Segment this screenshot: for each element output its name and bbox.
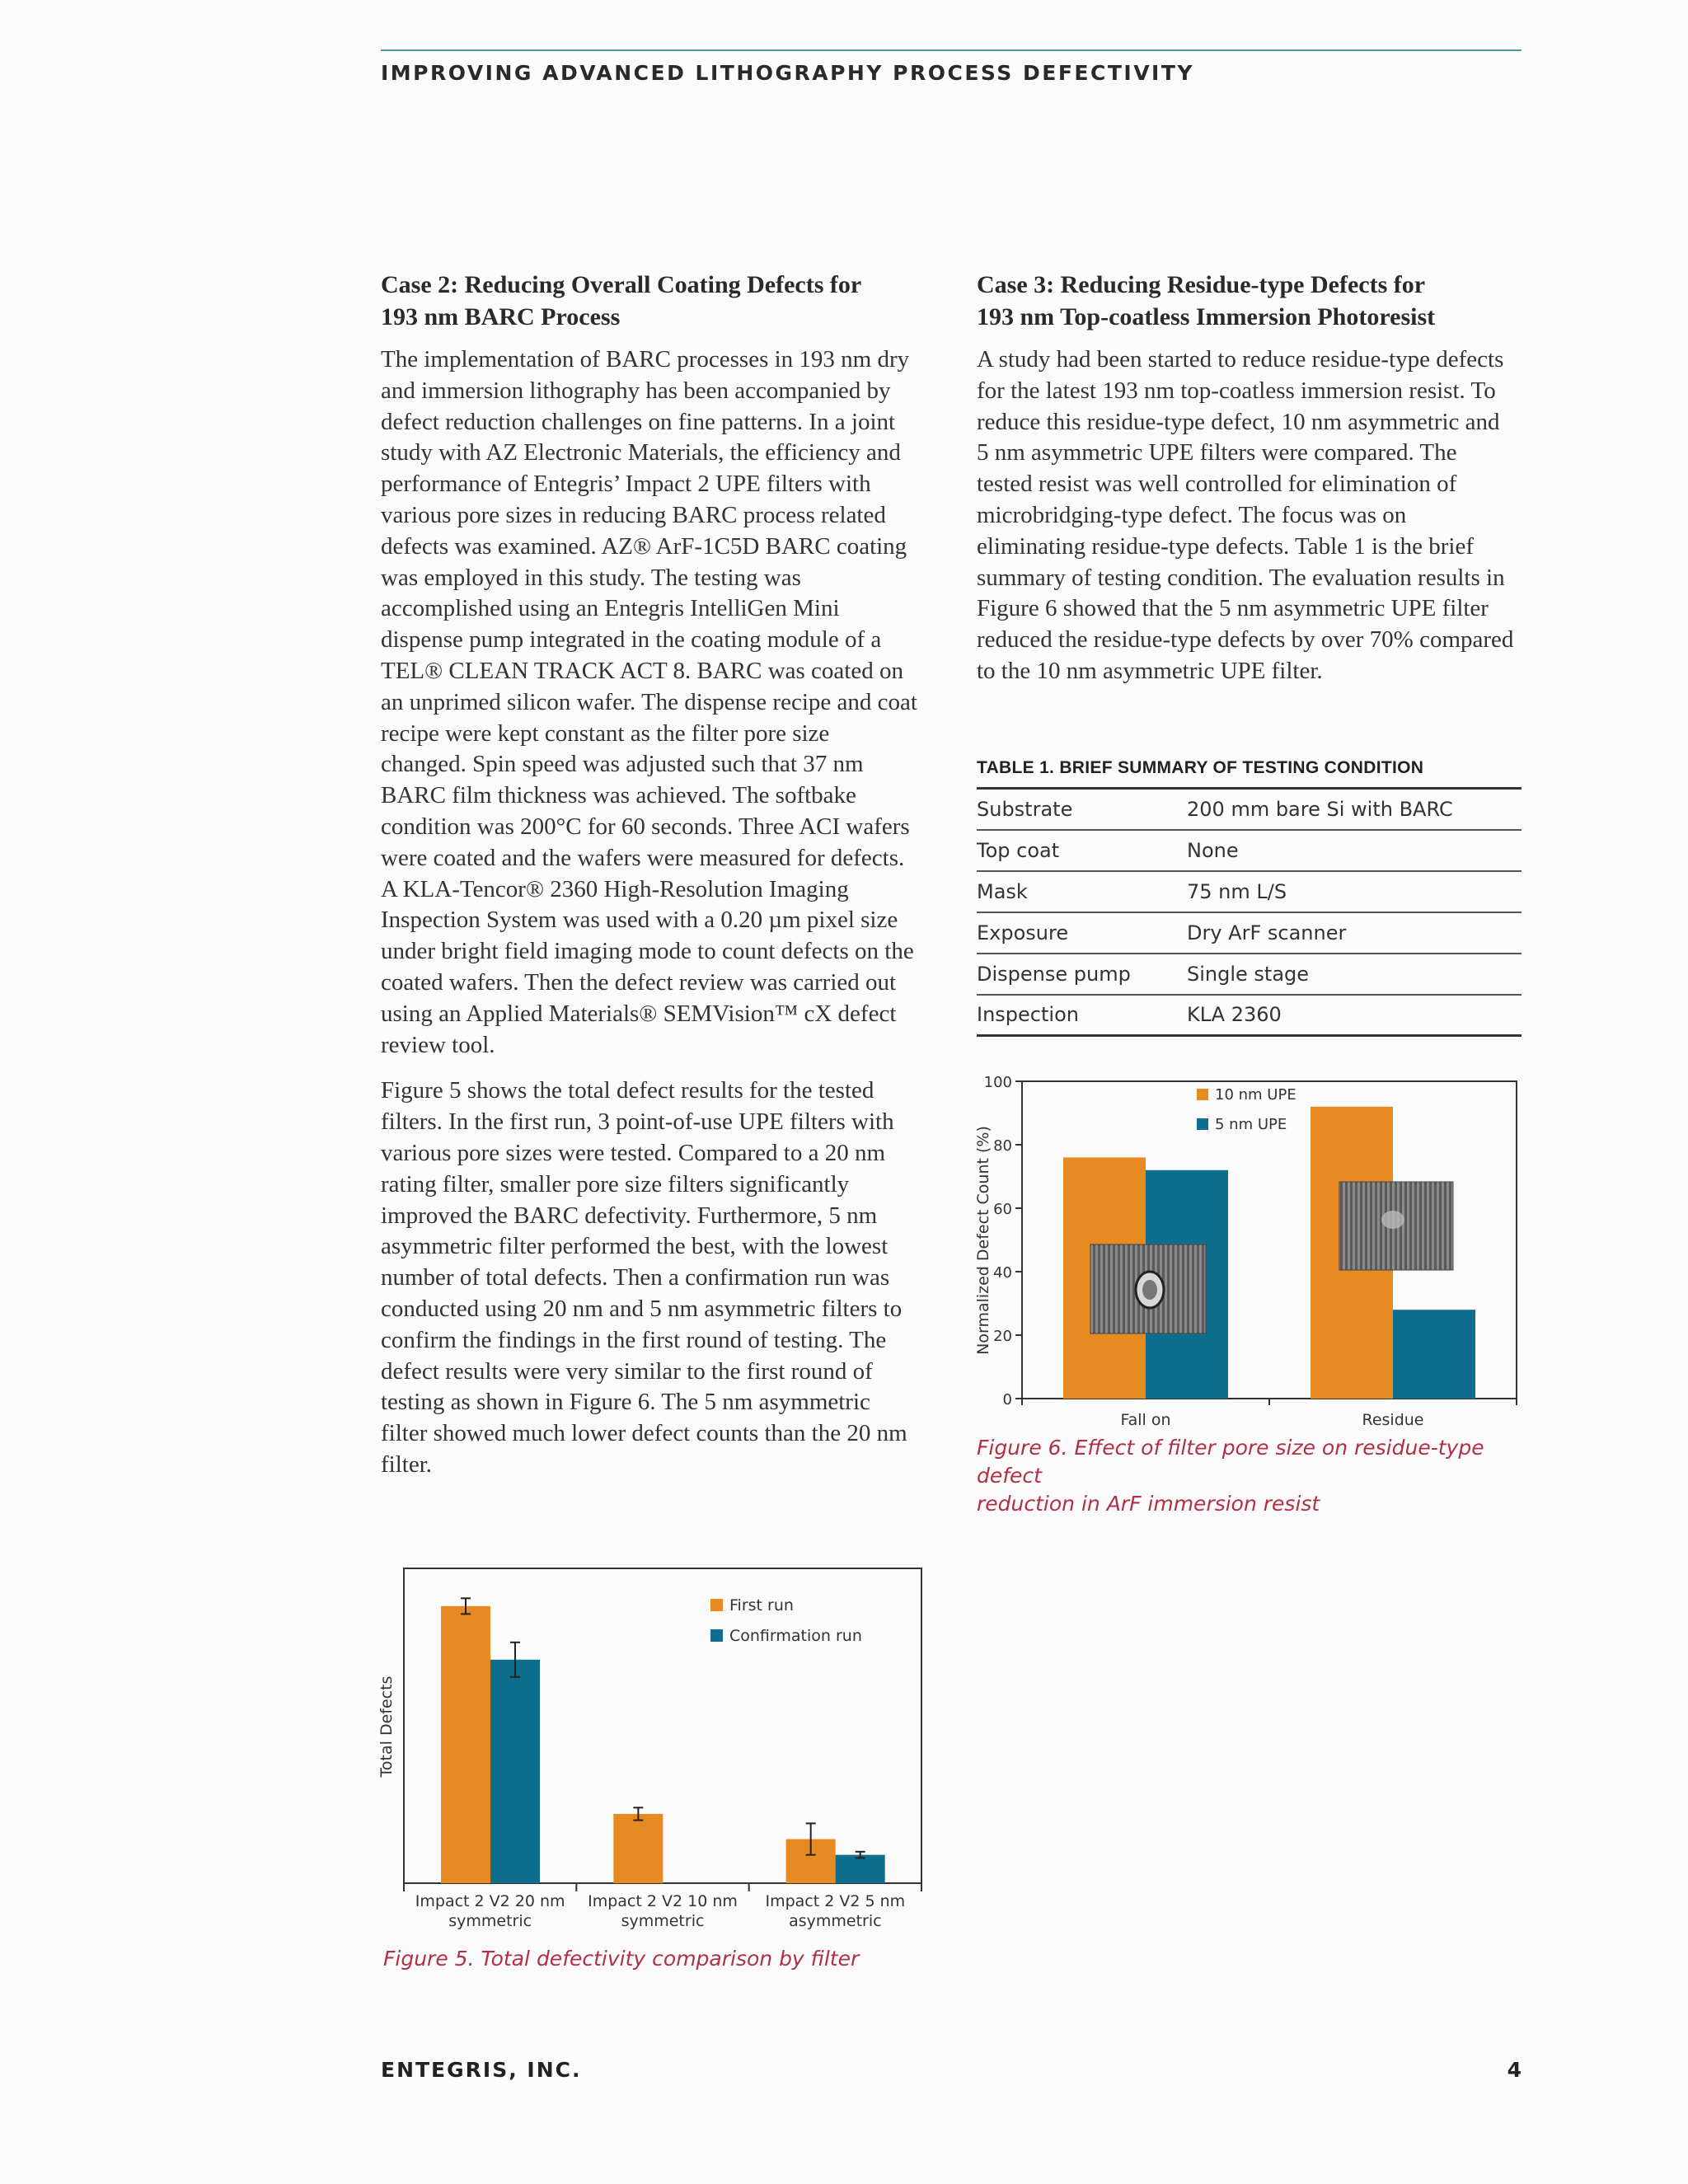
case2-title-line1: Case 2: Reducing Overall Coating Defects for <box>381 271 862 298</box>
y-axis-label: Total Defects <box>377 1675 396 1778</box>
legend-label: 10 nm UPE <box>1215 1086 1296 1104</box>
case2-title <box>381 269 921 333</box>
case3-paragraph-1: A study had been started to reduce residue-type defects for the latest 193 nm top-coatless immersion resist. To reduce this residue-type defect, 10 nm asymmetric and 5 nm asymmetric UPE filters were compared. The tested resist was well controlled for elimination of microbridging-type defect. The focus was on eliminating residue-type defects. Table 1 is the brief summary of testing condition. The evaluation results in Figure 6 showed that the 5 nm asymmetric UPE filter reduced the residue-type defects by over 70% compared to the 10 nm asymmetric UPE filter. <box>977 346 1514 684</box>
bar-5nm-1 <box>1393 1310 1475 1399</box>
running-header: IMPROVING ADVANCED LITHOGRAPHY PROCESS DEFECTIVITY <box>381 61 1194 85</box>
table-key: Substrate <box>977 797 1073 821</box>
footer-company: ENTEGRIS, INC. <box>381 2058 582 2082</box>
bar-confirmation-run-2 <box>836 1855 885 1883</box>
legend-swatch <box>710 1599 723 1611</box>
table-value: 200 mm bare Si with BARC <box>1187 797 1453 821</box>
table-row <box>977 954 1522 995</box>
x-tick-label: asymmetric <box>789 1912 882 1930</box>
x-tick-label: symmetric <box>621 1912 705 1930</box>
table-value: 75 nm L/S <box>1187 879 1287 903</box>
x-tick-label: Impact 2 V2 10 nm <box>588 1892 738 1910</box>
figure5-caption: Figure 5. Total defectivity comparison by filter <box>383 1947 860 1971</box>
figure6-caption-line2: reduction in ArF immersion resist <box>977 1492 1320 1516</box>
sem-image-fall-on <box>1090 1244 1206 1333</box>
header-rule <box>381 49 1522 51</box>
x-tick-label: Impact 2 V2 5 nm <box>765 1892 906 1910</box>
x-tick-label: Fall on <box>1120 1411 1171 1426</box>
table-row <box>977 789 1522 830</box>
table-key: Top coat <box>977 838 1060 862</box>
y-tick-label: 60 <box>993 1201 1012 1218</box>
y-tick-label: 20 <box>993 1328 1012 1345</box>
table1-title: TABLE 1. BRIEF SUMMARY OF TESTING CONDITION <box>977 758 1424 777</box>
right-column <box>977 269 1517 702</box>
legend-swatch <box>1197 1118 1208 1130</box>
table-row <box>977 995 1522 1036</box>
y-tick-label: 0 <box>1002 1391 1012 1408</box>
left-column <box>381 269 921 1496</box>
y-tick-label: 80 <box>993 1137 1012 1155</box>
case2-paragraph-2: Figure 5 shows the total defect results for the tested filters. In the first run, 3 point-of-use UPE filters with various pore sizes were tested. Compared to a 20 nm rating filter, smaller pore size filters significantly improved the BARC defectivity. Furthermore, 5 nm asymmetric filter performed the best, with the lowest number of total defects. Then a confirmation run was conducted using 20 nm and 5 nm asymmetric filters to confirm the findings in the first round of testing. The defect results were very similar to the first round of testing as shown in Figure 6. The 5 nm asymmetric filter showed much lower defect counts than the 20 nm filter. <box>381 1077 907 1478</box>
legend-label: Confirmation run <box>729 1627 862 1645</box>
figure6-caption-line1: Figure 6. Effect of filter pore size on residue-type defect <box>977 1436 1484 1488</box>
table-row <box>977 912 1522 954</box>
bar-first-run-1 <box>613 1814 663 1883</box>
legend-label: First run <box>729 1596 794 1615</box>
table-value: Single stage <box>1187 962 1310 986</box>
figure5-chart <box>369 1562 930 1941</box>
table-value: KLA 2360 <box>1187 1003 1282 1027</box>
table-key: Inspection <box>977 1003 1079 1027</box>
x-tick-label: symmetric <box>448 1912 532 1930</box>
legend-label: 5 nm UPE <box>1215 1116 1287 1133</box>
legend-swatch <box>710 1629 723 1642</box>
case2-paragraph-1: The implementation of BARC processes in 193 nm dry and immersion lithography has been accompanied by defect reduction challenges on fine patterns. In a joint study with AZ Electronic Materials, the efficiency and performance of Entegris’ Impact 2 UPE filters with various pore sizes in reducing BARC process related defects was examined. AZ® ArF-1C5D BARC coating was employed in this study. The testing was accomplished using an Entegris IntelliGen Mini dispense pump integrated in the coating module of a TEL® CLEAN TRACK ACT 8. BARC was coated on an unprimed silicon wafer. The dispense recipe and coat recipe were kept constant as the filter pore size changed. Spin speed was adjusted such that 37 nm BARC film thickness was achieved. The softbake condition was 200°C for 60 seconds. Three ACI wafers were coated and the wafers were measured for defects. A KLA-Tencor® 2360 High-Resolution Imaging Inspection System was used with a 0.20 µm pixel size under bright field imaging mode to count defects on the coated wafers. Then the defect review was carried out using an Applied Materials® SEMVision™ cX defect review tool. <box>381 346 917 1058</box>
case2-title-line2: 193 nm BARC Process <box>381 303 621 330</box>
y-tick-label: 40 <box>993 1264 1012 1282</box>
x-tick-label: Residue <box>1362 1411 1424 1426</box>
table1 <box>977 787 1522 1037</box>
table-key: Dispense pump <box>977 962 1131 986</box>
bar-first-run-0 <box>441 1606 490 1883</box>
table-row <box>977 830 1522 871</box>
case3-title-line2: 193 nm Top-coatless Immersion Photoresist <box>977 303 1436 330</box>
table-row <box>977 871 1522 912</box>
y-tick-label: 100 <box>983 1074 1012 1091</box>
figure6-caption <box>977 1434 1504 1518</box>
sem-image-residue <box>1339 1182 1453 1270</box>
case3-title <box>977 269 1517 333</box>
table-key: Exposure <box>977 921 1069 944</box>
legend-swatch <box>1197 1089 1208 1100</box>
table-value: Dry ArF scanner <box>1187 921 1347 944</box>
bar-confirmation-run-0 <box>490 1660 540 1883</box>
table-key: Mask <box>977 879 1028 903</box>
case3-title-line1: Case 3: Reducing Residue-type Defects for <box>977 271 1426 298</box>
figure6-chart <box>964 1063 1533 1426</box>
page-number: 4 <box>1507 2058 1522 2082</box>
y-axis-label: Normalized Defect Count (%) <box>974 1126 992 1355</box>
table-value: None <box>1187 838 1239 862</box>
x-tick-label: Impact 2 V2 20 nm <box>415 1892 565 1910</box>
